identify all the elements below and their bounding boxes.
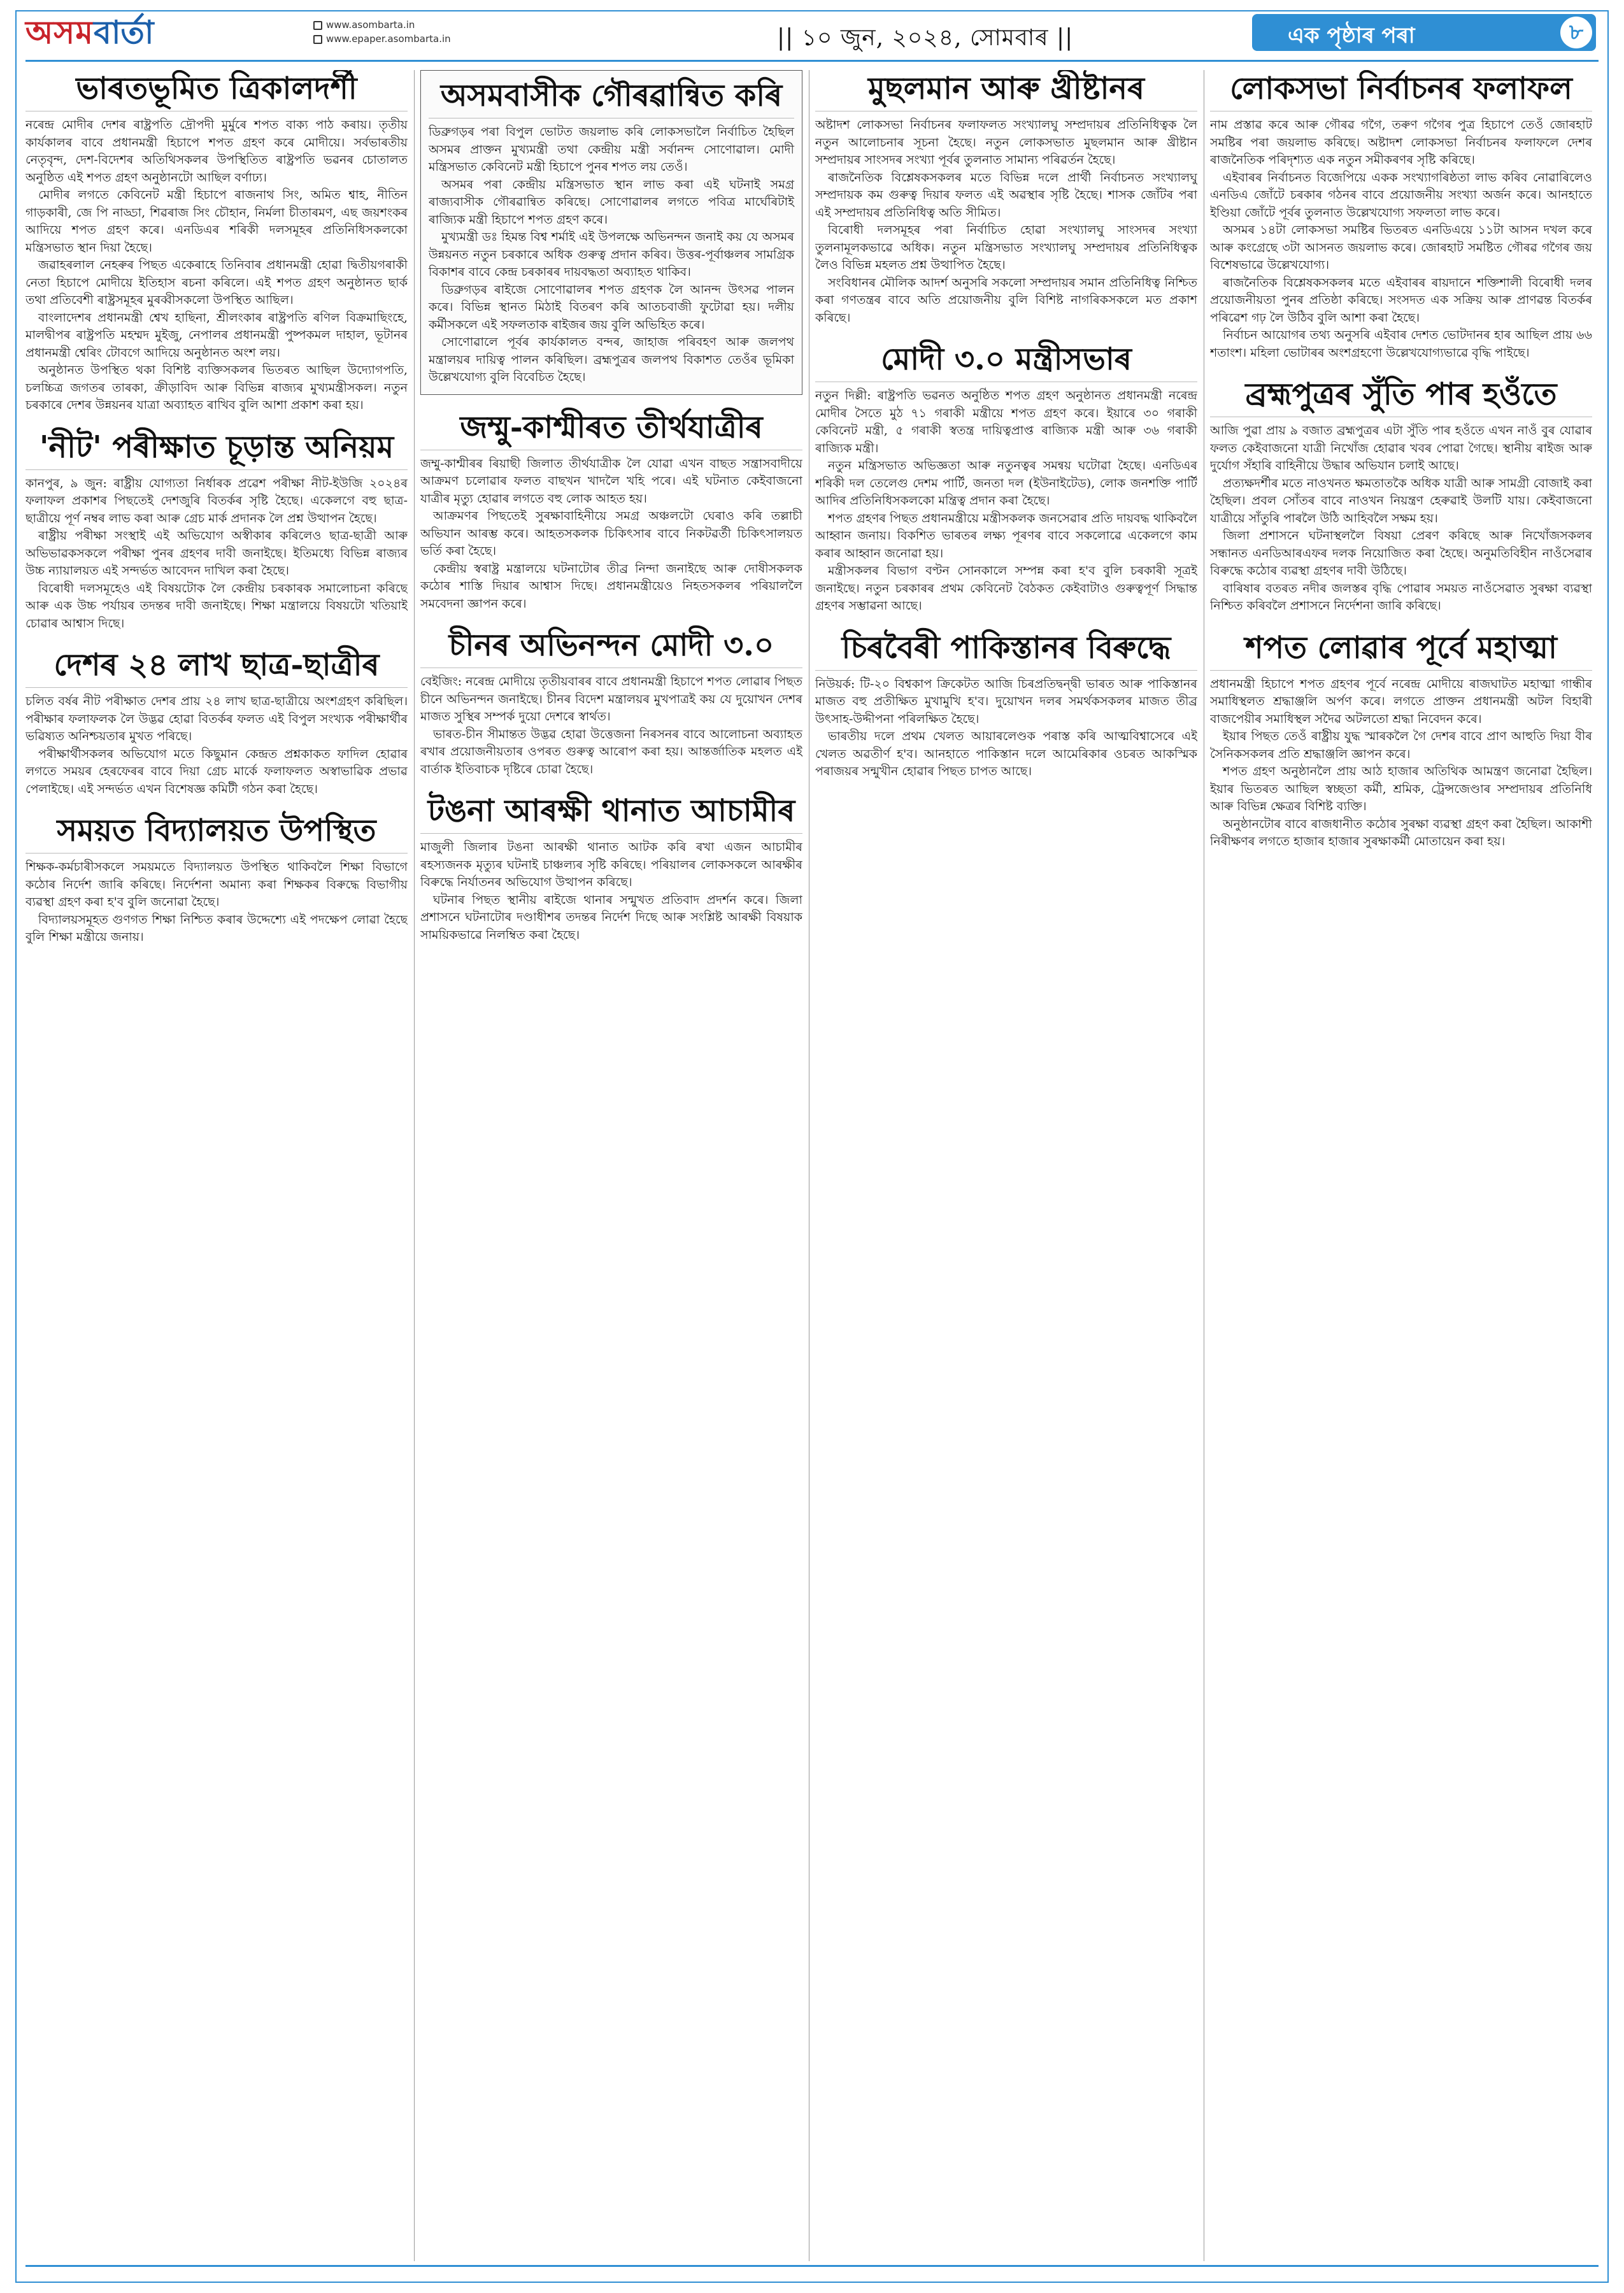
paragraph: সংবিধানৰ মৌলিক আদৰ্শ অনুসৰি সকলো সম্প্ৰদায়ৰ সমান প্ৰতিনিধিত্ব নিশ্চিত কৰা গণতন্ত্ৰৰ বাবে অতি প্ৰয়োজনীয় বুলি বিশিষ্ট নাগৰিকসকলে মত প্ৰকাশ কৰিছে। (815, 275, 1197, 325)
paragraph: প্ৰত্যক্ষদৰ্শীৰ মতে নাওখনত ক্ষমতাতকৈ অধিক যাত্ৰী আৰু সামগ্ৰী বোজাই কৰা হৈছিল। প্ৰবল সোঁতৰ বাবে নাওখন নিয়ন্ত্ৰণ হেৰুৱাই উলটি যায়। কেইবাজনো যাত্ৰীয়ে সাঁতুৰি পাৰলৈ উঠি আহিবলৈ সক্ষম হয়। (1210, 476, 1592, 525)
paragraph: অনুষ্ঠানত উপস্থিত থকা বিশিষ্ট ব্যক্তিসকলৰ ভিতৰত আছিল উদ্যোগপতি, চলচ্চিত্ৰ জগতৰ তাৰকা, ক্ৰীড়াবিদ আৰু বিভিন্ন ৰাজ্যৰ মুখ্যমন্ত্ৰীসকল। নতুন চৰকাৰে দেশৰ উন্নয়নৰ যাত্ৰা অব্যাহত ৰাখিব বুলি আশা প্ৰকাশ কৰা হয়। (25, 363, 408, 412)
paragraph: অসমৰ পৰা কেন্দ্ৰীয় মন্ত্ৰিসভাত স্থান লাভ কৰা এই ঘটনাই সমগ্ৰ ৰাজ্যবাসীক গৌৰৱান্বিত কৰিছে। সোণোৱালৰ লগতে পবিত্ৰ মাৰ্ঘেৰিটাই ৰাজ্যিক মন্ত্ৰী হিচাপে শপত গ্ৰহণ কৰে। (429, 177, 794, 227)
page-label: এক পৃষ্ঠাৰ পৰা (1288, 23, 1415, 48)
website-link[interactable]: www.asombarta.in (326, 19, 415, 31)
paragraph: আজি পুৱা প্ৰায় ৯ বজাত ব্ৰহ্মপুত্ৰৰ এটা সুঁতি পাৰ হওঁতে এখন নাওঁ বুৰ যোৱাৰ ফলত কেইবাজনো যাত্ৰী নিখোঁজ হোৱাৰ খবৰ পোৱা গৈছে। স্থানীয় ৰাইজ আৰু দুৰ্যোগ সঁহাৰি বাহিনীয়ে উদ্ধাৰ অভিযান চলাই আছে। (1210, 424, 1592, 473)
paragraph: বিৰোধী দলসমূহেও এই বিষয়টোক লৈ কেন্দ্ৰীয় চৰকাৰক সমালোচনা কৰিছে আৰু এক উচ্চ পৰ্যায়ৰ তদন্তৰ দাবী জনাইছে। শিক্ষা মন্ত্ৰালয়ে বিষয়টো খতিয়াই চোৱাৰ আশ্বাস দিছে। (25, 581, 408, 631)
paragraph: ইয়াৰ পিছত তেওঁ ৰাষ্ট্ৰীয় যুদ্ধ স্মাৰকলৈ গৈ দেশৰ বাবে প্ৰাণ আহুতি দিয়া বীৰ সৈনিকসকলৰ প্ৰতি শ্ৰদ্ধাঞ্জলি জ্ঞাপন কৰে। (1210, 729, 1592, 761)
headline: টঙনা আৰক্ষী থানাত আচামীৰ (420, 792, 802, 834)
footer-rule (25, 2265, 1599, 2267)
monitor-icon (313, 21, 322, 30)
paragraph: ডিব্ৰুগড়ৰ ৰাইজে সোণোৱালৰ শপত গ্ৰহণক লৈ আনন্দ উৎসৱ পালন কৰে। বিভিন্ন স্থানত মিঠাই বিতৰণ কৰি আতচবাজী ফুটোৱা হয়। দলীয় কৰ্মীসকলে এই সফলতাক ৰাইজৰ জয় বুলি অভিহিত কৰে। (429, 282, 794, 332)
paragraph: ঘটনাৰ পিছত স্থানীয় ৰাইজে থানাৰ সন্মুখত প্ৰতিবাদ প্ৰদৰ্শন কৰে। জিলা প্ৰশাসনে ঘটনাটোৰ দণ্ডাধীশৰ তদন্তৰ নিৰ্দেশ দিছে আৰু সংশ্লিষ্ট আৰক্ষী বিষয়াক সাময়িকভাৱে নিলম্বিত কৰা হৈছে। (420, 892, 802, 942)
paragraph: ভাৰতীয় দলে প্ৰথম খেলত আয়াৰলেণ্ডক পৰাস্ত কৰি আত্মবিশ্বাসেৰে এই খেলত অৱতীৰ্ণ হ'ব। আনহাতে পাকিস্তান দলে আমেৰিকাৰ ওচৰত আকস্মিক পৰাজয়ৰ সন্মুখীন হোৱাৰ পিছত চাপত আছে। (815, 729, 1197, 778)
headline: 'নীট' পৰীক্ষাত চূড়ান্ত অনিয়ম (25, 429, 408, 470)
headline: সময়ত বিদ্যালয়ত উপস্থিত (25, 812, 408, 854)
paragraph: কানপুৰ, ৯ জুন: ৰাষ্ট্ৰীয় যোগ্যতা নিৰ্ধাৰক প্ৰৱেশ পৰীক্ষা নীট-ইউজি ২০২৪ৰ ফলাফল প্ৰকাশৰ পিছতেই দেশজুৰি বিতৰ্কৰ সৃষ্টি হৈছে। একেলগে বহু ছাত্ৰ-ছাত্ৰীয়ে পূৰ্ণ নম্বৰ লাভ কৰা আৰু গ্ৰেচ মাৰ্ক প্ৰদানক লৈ প্ৰশ্ন উত্থাপন হৈছে। (25, 476, 408, 525)
story-brahmaputra (1210, 376, 1592, 615)
page-badge (1252, 14, 1596, 51)
paragraph: বিদ্যালয়সমূহত গুণগত শিক্ষা নিশ্চিত কৰাৰ উদ্দেশ্যে এই পদক্ষেপ লোৱা হৈছে বুলি শিক্ষা মন্ত্ৰীয়ে জনায়। (25, 912, 408, 944)
paragraph: মুখ্যমন্ত্ৰী ডঃ হিমন্ত বিশ্ব শৰ্মাই এই উপলক্ষে অভিনন্দন জনাই কয় যে অসমৰ উন্নয়নত নতুন চৰকাৰে অধিক গুৰুত্ব প্ৰদান কৰিব। উত্তৰ-পূৰ্বাঞ্চলৰ সামগ্ৰিক বিকাশৰ বাবে কেন্দ্ৰ চৰকাৰৰ দায়বদ্ধতা অব্যাহত থাকিব। (429, 230, 794, 279)
paragraph: অনুষ্ঠানটোৰ বাবে ৰাজধানীত কঠোৰ সুৰক্ষা ব্যৱস্থা গ্ৰহণ কৰা হৈছিল। আকাশী নিৰীক্ষণৰ লগতে হাজাৰ হাজাৰ সুৰক্ষাকৰ্মী মোতায়েন কৰা হয়। (1210, 817, 1592, 848)
paragraph: ভাৰত-চীন সীমান্তত উদ্ভৱ হোৱা উত্তেজনা নিৰসনৰ বাবে আলোচনা অব্যাহত ৰখাৰ প্ৰয়োজনীয়তাৰ ওপৰত গুৰুত্ব আৰোপ কৰা হয়। আন্তৰ্জাতিক মহলত এই বাৰ্তাক ইতিবাচক দৃষ্টিৰে চোৱা হৈছে। (420, 727, 802, 776)
headline: মুছলমান আৰু খ্ৰীষ্টানৰ (815, 70, 1197, 111)
story-election-results (1210, 70, 1592, 362)
paragraph: শপত গ্ৰহণ অনুষ্ঠানলৈ প্ৰায় আঠ হাজাৰ অতিথিক আমন্ত্ৰণ জনোৱা হৈছিল। ইয়াৰ ভিতৰত আছিল স্বচ্ছতা কৰ্মী, শ্ৰমিক, ট্ৰেন্সজেণ্ডাৰ সম্প্ৰদায়ৰ প্ৰতিনিধি আৰু বিভিন্ন ক্ষেত্ৰৰ বিশিষ্ট ব্যক্তি। (1210, 764, 1592, 813)
paragraph: অসমৰ ১৪টা লোকসভা সমষ্টিৰ ভিতৰত এনডিএয়ে ১১টা আসন দখল কৰে আৰু কংগ্ৰেছে ৩টা আসনত জয়লাভ কৰে। জোৰহাট সমষ্টিত গৌৰৱ গগৈৰ জয় বিশেষভাৱে উল্লেখযোগ্য। (1210, 223, 1592, 272)
story-jammu-kashmir (420, 409, 802, 613)
column-4 (1210, 70, 1592, 2261)
paragraph: বিৰোধী দলসমূহৰ পৰা নিৰ্বাচিত হোৱা সংখ্যালঘু সাংসদৰ সংখ্যা তুলনামূলকভাৱে অধিক। নতুন মন্ত্ৰিসভাত সংখ্যালঘু সম্প্ৰদায়ৰ প্ৰতিনিধিত্বক লৈও বিভিন্ন মহলত প্ৰশ্ন উত্থাপিত হৈছে। (815, 223, 1197, 272)
headline: লোকসভা নিৰ্বাচনৰ ফলাফল (1210, 70, 1592, 111)
paragraph: নিৰ্বাচন আয়োগৰ তথ্য অনুসৰি এইবাৰ দেশত ভোটদানৰ হাৰ আছিল প্ৰায় ৬৬ শতাংশ। মহিলা ভোটাৰৰ অংশগ্ৰহণো উল্লেখযোগ্যভাৱে বৃদ্ধি পাইছে। (1210, 328, 1592, 360)
story-india-pakistan (815, 629, 1197, 781)
column-2 (420, 70, 802, 2261)
story-24-lakh-students (25, 646, 408, 798)
paragraph: বেইজিং: নৰেন্দ্ৰ মোদীয়ে তৃতীয়বাৰৰ বাবে প্ৰধানমন্ত্ৰী হিচাপে শপত লোৱাৰ পিছত চীনে অভিনন্দন জনাইছে। চীনৰ বিদেশ মন্ত্ৰালয়ৰ মুখপাত্ৰই কয় যে দুয়োখন দেশৰ মাজত সুস্থিৰ সম্পৰ্ক দুয়ো দেশৰে স্বাৰ্থত। (420, 675, 802, 724)
paragraph: পৰীক্ষাৰ্থীসকলৰ অভিযোগ মতে কিছুমান কেন্দ্ৰত প্ৰশ্নকাকত ফাদিল হোৱাৰ লগতে সময়ৰ হেৰফেৰৰ বাবে দিয়া গ্ৰেচ মাৰ্কে ফলাফলত অস্বাভাৱিক প্ৰভাৱ পেলাইছে। এই সন্দৰ্ভত এখন বিশেষজ্ঞ কমিটী গঠন কৰা হৈছে। (25, 746, 408, 796)
headline: ব্ৰহ্মপুত্ৰৰ সুঁতি পাৰ হওঁতে (1210, 376, 1592, 417)
paragraph: ৰাষ্ট্ৰীয় পৰীক্ষা সংস্থাই এই অভিযোগ অস্বীকাৰ কৰিলেও ছাত্ৰ-ছাত্ৰী আৰু অভিভাৱকসকলে পৰীক্ষা পুনৰ গ্ৰহণৰ দাবী জনাইছে। ইতিমধ্যে বিভিন্ন ৰাজ্যৰ উচ্চ ন্যায়ালয়ত এই সন্দৰ্ভত আবেদন দাখিল কৰা হৈছে। (25, 529, 408, 578)
paragraph: নতুন মন্ত্ৰিসভাত অভিজ্ঞতা আৰু নতুনত্বৰ সমন্বয় ঘটোৱা হৈছে। এনডিএৰ শৰিকী দল তেলেগু দেশম পাৰ্টি, জনতা দল (ইউনাইটেড), লোক জনশক্তি পাৰ্টি আদিৰ প্ৰতিনিধিসকলকো মন্ত্ৰিত্ব প্ৰদান কৰা হৈছে। (815, 459, 1197, 508)
paragraph: নাম প্ৰস্তাৱ কৰে আৰু গৌৰৱ গগৈ, তৰুণ গগৈৰ পুত্ৰ হিচাপে তেওঁ জোৰহাট সমষ্টিৰ পৰা জয়লাভ কৰিছে। অষ্টাদশ লোকসভা নিৰ্বাচনৰ ফলাফলে দেশৰ ৰাজনৈতিক পৰিদৃশ্যত এক নতুন সমীকৰণৰ সৃষ্টি কৰিছে। (1210, 118, 1592, 167)
logo-text-left: অসম (25, 13, 94, 51)
headline: চিৰবৈৰী পাকিস্তানৰ বিৰুদ্ধে (815, 629, 1197, 671)
website-links (313, 18, 451, 46)
story-assam-pride (420, 70, 802, 395)
paragraph: জিলা প্ৰশাসনে ঘটনাস্থললৈ বিষয়া প্ৰেৰণ কৰিছে আৰু নিখোঁজসকলৰ সন্ধানত এনডিআৰএফৰ দলক নিয়োজিত কৰা হৈছে। অনুমতিবিহীন নাওঁসেৱাৰ বিৰুদ্ধে কঠোৰ ব্যৱস্থা গ্ৰহণৰ দাবী উঠিছে। (1210, 529, 1592, 578)
column-3 (815, 70, 1197, 2261)
paragraph: নতুন দিল্লী: ৰাষ্ট্ৰপতি ভৱনত অনুষ্ঠিত শপত গ্ৰহণ অনুষ্ঠানত প্ৰধানমন্ত্ৰী নৰেন্দ্ৰ মোদীৰ সৈতে মুঠ ৭১ গৰাকী মন্ত্ৰীয়ে শপত গ্ৰহণ কৰে। ইয়াৰে ৩০ গৰাকী কেবিনেট মন্ত্ৰী, ৫ গৰাকী স্বতন্ত্ৰ দায়িত্বপ্ৰাপ্ত ৰাজ্যিক মন্ত্ৰী আৰু ৩৬ গৰাকী ৰাজ্যিক মন্ত্ৰী। (815, 389, 1197, 455)
paragraph: ৰাজনৈতিক বিশ্লেষকসকলৰ মতে বিভিন্ন দলে প্ৰাৰ্থী নিৰ্বাচনত সংখ্যালঘু সম্প্ৰদায়ক কম গুৰুত্ব দিয়াৰ ফলত এই অৱস্থাৰ সৃষ্টি হৈছে। শাসক জোঁটৰ পৰা এই সম্প্ৰদায়ৰ প্ৰতিনিধিত্ব অতি সীমিত। (815, 170, 1197, 220)
paragraph: ৰাজনৈতিক বিশ্লেষকসকলৰ মতে এইবাৰৰ ৰায়দানে শক্তিশালী বিৰোধী দলৰ প্ৰয়োজনীয়তা পুনৰ প্ৰতিষ্ঠা কৰিছে। সংসদত এক সক্ৰিয় আৰু প্ৰাণৱন্ত বিতৰ্কৰ পৰিৱেশ গঢ় লৈ উঠিব বুলি আশা কৰা হৈছে। (1210, 275, 1592, 325)
paragraph: নৰেন্দ্ৰ মোদীৰ দেশৰ ৰাষ্ট্ৰপতি দ্ৰৌপদী মুৰ্মুৰে শপত বাক্য পাঠ কৰায়। তৃতীয় কাৰ্যকালৰ বাবে প্ৰধানমন্ত্ৰী হিচাপে শপত গ্ৰহণ কৰে মোদীয়ে। সৰ্বভাৰতীয় নেতৃবৃন্দ, দেশ-বিদেশৰ অতিথিসকলৰ উপস্থিতিত ৰাষ্ট্ৰপতি ভৱনৰ চোতালত অনুষ্ঠিত এই শপত গ্ৰহণ অনুষ্ঠানটো আছিল বৰ্ণাঢ্য। (25, 118, 408, 185)
page-number: ৮ (1560, 17, 1592, 48)
headline: দেশৰ ২৪ লাখ ছাত্ৰ-ছাত্ৰীৰ (25, 646, 408, 688)
paragraph: শপত গ্ৰহণৰ পিছত প্ৰধানমন্ত্ৰীয়ে মন্ত্ৰীসকলক জনসেৱাৰ প্ৰতি দায়বদ্ধ থাকিবলৈ আহ্বান জনায়। বিকশিত ভাৰতৰ লক্ষ্য পূৰণৰ বাবে সকলোৱে একেলগে কাম কৰাৰ আহ্বান জনোৱা হয়। (815, 511, 1197, 561)
logo-text-right: বাৰ্তা (94, 13, 154, 51)
paragraph: কেন্দ্ৰীয় স্বৰাষ্ট্ৰ মন্ত্ৰালয়ে ঘটনাটোৰ তীব্ৰ নিন্দা জনাইছে আৰু দোষীসকলক কঠোৰ শাস্তি দিয়াৰ আশ্বাস দিছে। প্ৰধানমন্ত্ৰীয়েও নিহতসকলৰ পৰিয়াললৈ সমবেদনা জ্ঞাপন কৰে। (420, 561, 802, 611)
paragraph: জৱাহৰলাল নেহৰুৰ পিছত একেৰাহে তিনিবাৰ প্ৰধানমন্ত্ৰী হোৱা দ্বিতীয়গৰাকী নেতা হিচাপে মোদীয়ে ইতিহাস ৰচনা কৰিলে। এই শপত গ্ৰহণ অনুষ্ঠানত ছাৰ্ক তথা প্ৰতিবেশী ৰাষ্ট্ৰসমূহৰ মুৰব্বীসকলো উপস্থিত আছিল। (25, 258, 408, 307)
epaper-icon (313, 35, 322, 44)
paragraph: ডিব্ৰুগড়ৰ পৰা বিপুল ভোটত জয়লাভ কৰি লোকসভালৈ নিৰ্বাচিত হৈছিল অসমৰ প্ৰাক্তন মুখ্যমন্ত্ৰী তথা কেন্দ্ৰীয় মন্ত্ৰী সৰ্বানন্দ সোণোৱাল। মোদী মন্ত্ৰিসভাত কেবিনেট মন্ত্ৰী হিচাপে পুনৰ শপত লয় তেওঁ। (429, 125, 794, 174)
paragraph: জম্মু-কাশ্মীৰৰ ৰিয়াছী জিলাত তীৰ্থযাত্ৰীক লৈ যোৱা এখন বাছত সন্ত্ৰাসবাদীয়ে আক্ৰমণ চলোৱাৰ ফলত বাছখন খাদলৈ খহি পৰে। এই ঘটনাত কেইবাজনো যাত্ৰীৰ মৃত্যু হোৱাৰ লগতে বহু লোক আহত হয়। (420, 456, 802, 506)
headline: অসমবাসীক গৌৰৱান্বিত কৰি (429, 77, 794, 118)
column-divider (414, 70, 415, 2261)
story-minorities (815, 70, 1197, 327)
paragraph: মন্ত্ৰীসকলৰ বিভাগ বণ্টন সোনকালে সম্পন্ন কৰা হ'ব বুলি চৰকাৰী সূত্ৰই জনাইছে। নতুন চৰকাৰৰ প্ৰথম কেবিনেট বৈঠকত কেইবাটাও গুৰুত্বপূৰ্ণ সিদ্ধান্ত গ্ৰহণৰ সম্ভাৱনা আছে। (815, 564, 1197, 613)
story-school-attendance (25, 812, 408, 946)
story-china-congratulates (420, 627, 802, 778)
paragraph: অষ্টাদশ লোকসভা নিৰ্বাচনৰ ফলাফলত সংখ্যালঘু সম্প্ৰদায়ৰ প্ৰতিনিধিত্বক লৈ নতুন আলোচনাৰ সূচনা হৈছে। নতুন লোকসভাত মুছলমান আৰু খ্ৰীষ্টান সম্প্ৰদায়ৰ সাংসদৰ সংখ্যা পূৰ্বৰ তুলনাত সামান্য পৰিৱৰ্তন হৈছে। (815, 118, 1197, 167)
paragraph: চলিত বৰ্ষৰ নীট পৰীক্ষাত দেশৰ প্ৰায় ২৪ লাখ ছাত্ৰ-ছাত্ৰীয়ে অংশগ্ৰহণ কৰিছিল। পৰীক্ষাৰ ফলাফলক লৈ উদ্ভৱ হোৱা বিতৰ্কৰ ফলত এই বিপুল সংখ্যক পৰীক্ষাৰ্থীৰ ভৱিষ্যত অনিশ্চয়তাৰ মুখত পৰিছে। (25, 694, 408, 743)
dateline: || ১০ জুন, ২০২৪, সোমবাৰ || (777, 25, 1074, 51)
paragraph: নিউয়ৰ্ক: টি-২০ বিশ্বকাপ ক্ৰিকেটত আজি চিৰপ্ৰতিদ্বন্দ্বী ভাৰত আৰু পাকিস্তানৰ মাজত বহু প্ৰতীক্ষিত মুখামুখি হ'ব। দুয়োখন দলৰ সমৰ্থকসকলৰ মাজত তীব্ৰ উৎসাহ-উদ্দীপনা পৰিলক্ষিত হৈছে। (815, 676, 1197, 726)
paragraph: মাজুলী জিলাৰ টঙনা আৰক্ষী থানাত আটক কৰি ৰখা এজন আচামীৰ ৰহস্যজনক মৃত্যুৰ ঘটনাই চাঞ্চল্যৰ সৃষ্টি কৰিছে। পৰিয়ালৰ লোকসকলে আৰক্ষীৰ বিৰুদ্ধে নিৰ্যাতনৰ অভিযোগ উত্থাপন কৰিছে। (420, 840, 802, 889)
story-trikaldarshi (25, 70, 408, 415)
story-tongna-police (420, 792, 802, 944)
column-1 (25, 70, 408, 2261)
paragraph: সোণোৱালে পূৰ্বৰ কাৰ্যকালত বন্দৰ, জাহাজ পৰিবহণ আৰু জলপথ মন্ত্ৰালয়ৰ দায়িত্ব পালন কৰিছিল। ব্ৰহ্মপুত্ৰৰ জলপথ বিকাশত তেওঁৰ ভূমিকা উল্লেখযোগ্য বুলি বিবেচিত হৈছে। (429, 335, 794, 384)
paragraph: বাংলাদেশৰ প্ৰধানমন্ত্ৰী শ্বেখ হাছিনা, শ্ৰীলংকাৰ ৰাষ্ট্ৰপতি ৰণিল বিক্ৰমাছিংহে, মালদ্বীপৰ ৰাষ্ট্ৰপতি মহম্মদ মুইজু, নেপালৰ প্ৰধানমন্ত্ৰী পুষ্পকমল দাহাল, ভূটানৰ প্ৰধানমন্ত্ৰী শ্বেৰিং টোবগে আদিয়ে অনুষ্ঠানত অংশ লয়। (25, 310, 408, 360)
newspaper-logo (25, 15, 153, 55)
masthead (25, 9, 1599, 59)
headline: মোদী ৩.০ মন্ত্ৰীসভাৰ (815, 341, 1197, 382)
headline: চীনৰ অভিনন্দন মোদী ৩.০ (420, 627, 802, 668)
paragraph: এইবাৰৰ নিৰ্বাচনত বিজেপিয়ে একক সংখ্যাগৰিষ্ঠতা লাভ কৰিব নোৱাৰিলেও এনডিএ জোঁটে চৰকাৰ গঠনৰ বাবে প্ৰয়োজনীয় সংখ্যা অৰ্জন কৰে। আনহাতে ইণ্ডিয়া জোঁটে পূৰ্বৰ তুলনাত উল্লেখযোগ্য সফলতা লাভ কৰে। (1210, 170, 1592, 220)
paragraph: শিক্ষক-কৰ্মচাৰীসকলে সময়মতে বিদ্যালয়ত উপস্থিত থাকিবলৈ শিক্ষা বিভাগে কঠোৰ নিৰ্দেশ জাৰি কৰিছে। নিৰ্দেশনা অমান্য কৰা শিক্ষকৰ বিৰুদ্ধে বিভাগীয় ব্যৱস্থা গ্ৰহণ কৰা হ'ব বুলি জনোৱা হৈছে। (25, 860, 408, 909)
paragraph: মোদীৰ লগতে কেবিনেট মন্ত্ৰী হিচাপে ৰাজনাথ সিং, অমিত শ্বাহ, নীতিন গাড়কাৰী, জে পি নাড্ডা, শিৱৰাজ সিং চৌহান, নিৰ্মলা চীতাৰমণ, এছ জয়শংকৰ আদিয়ে শপত গ্ৰহণ কৰে। এনডিএৰ শৰিকী দলসমূহৰ প্ৰতিনিধিসকলকো মন্ত্ৰিসভাত স্থান দিয়া হৈছে। (25, 188, 408, 255)
headline: শপত লোৱাৰ পূৰ্বে মহাত্মা (1210, 629, 1592, 671)
headline: ভাৰতভূমিত ত্ৰিকালদৰ্শী (25, 70, 408, 111)
epaper-link[interactable]: www.epaper.asombarta.in (326, 33, 451, 45)
story-neet (25, 429, 408, 633)
paragraph: বাৰিষাৰ বতৰত নদীৰ জলস্তৰ বৃদ্ধি পোৱাৰ সময়ত নাওঁসেৱাত সুৰক্ষা ব্যৱস্থা নিশ্চিত কৰিবলৈ প্ৰশাসনে নিৰ্দেশনা জাৰি কৰিছে। (1210, 581, 1592, 613)
story-modi-cabinet (815, 341, 1197, 615)
header-rule (25, 60, 1599, 62)
headline: জম্মু-কাশ্মীৰত তীৰ্থযাত্ৰীৰ (420, 409, 802, 450)
paragraph: প্ৰধানমন্ত্ৰী হিচাপে শপত গ্ৰহণৰ পূৰ্বে নৰেন্দ্ৰ মোদীয়ে ৰাজঘাটত মহাত্মা গান্ধীৰ সমাধিস্থলত শ্ৰদ্ধাঞ্জলি অৰ্পণ কৰে। লগতে প্ৰাক্তন প্ৰধানমন্ত্ৰী অটল বিহাৰী বাজপেয়ীৰ সমাধিস্থল সদৈৱ অটলতো শ্ৰদ্ধা নিবেদন কৰে। (1210, 676, 1592, 726)
story-mahatma-tribute (1210, 629, 1592, 851)
paragraph: আক্ৰমণৰ পিছতেই সুৰক্ষাবাহিনীয়ে সমগ্ৰ অঞ্চলটো ঘেৰাও কৰি তল্লাচী অভিযান আৰম্ভ কৰে। আহতসকলক চিকিৎসাৰ বাবে নিকটৱৰ্তী চিকিৎসালয়ত ভৰ্তি কৰা হৈছে। (420, 509, 802, 558)
